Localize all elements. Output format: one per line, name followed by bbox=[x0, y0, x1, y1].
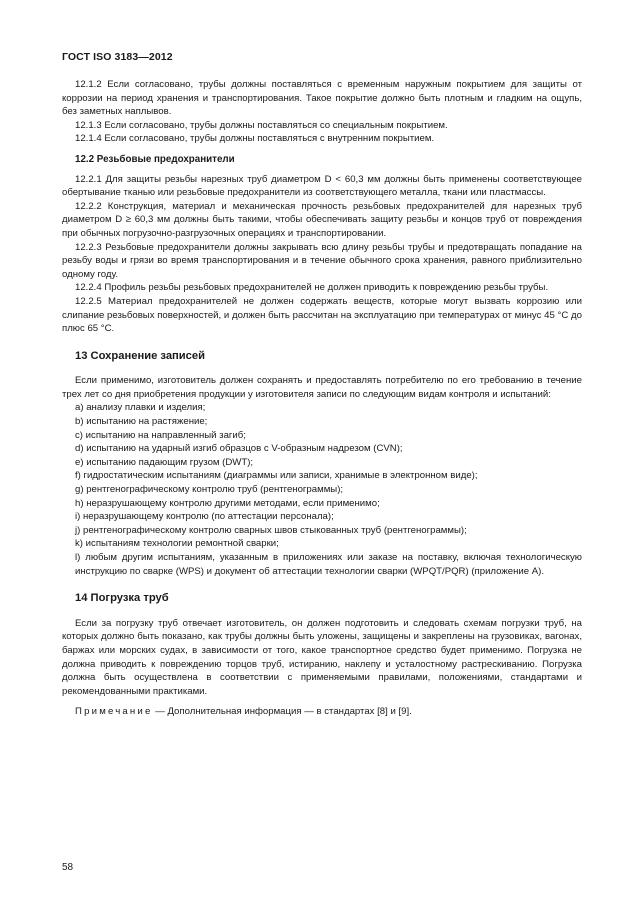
paragraph-12-2-1: 12.2.1 Для защиты резьбы нарезных труб диаметром D < 60,3 мм должны быть применены соответствующее обертывание тканью или резьбовые предохранители из соответствующего металла, ткани или пластмассы. bbox=[62, 173, 582, 199]
page-number: 58 bbox=[62, 862, 74, 873]
paragraph-12-2-2: 12.2.2 Конструкция, материал и механическая прочность резьбовых предохранителей для нарезных труб диаметром D ≥ 60,3 мм должны быть такими, чтобы обеспечивать защиту резьбы и концов труб от повреждения при обычных погрузочно-разгрузочных операциях и транспортировании. bbox=[62, 200, 582, 239]
list-item: k) испытаниям технологии ремонтной сварки; bbox=[75, 538, 279, 550]
records-list bbox=[62, 401, 582, 578]
note-label: Примечание bbox=[75, 706, 153, 718]
paragraph-12-1-4: 12.1.4 Если согласовано, трубы должны поставляться с внутренним покрытием. bbox=[75, 133, 435, 145]
list-item: a) анализу плавки и изделия; bbox=[75, 402, 206, 414]
document-id-header: ГОСТ ISO 3183—2012 bbox=[62, 51, 173, 63]
document-body bbox=[62, 78, 582, 719]
paragraph-12-2-3: 12.2.3 Резьбовые предохранители должны закрывать всю длину резьбы трубы и предотвращать попадание на резьбу воды и грязи во время транспортирования и в течение обычного срока хранения, равного приблизительно одному году. bbox=[62, 241, 582, 280]
list-item: l) любым другим испытаниям, указанным в приложениях или заказе на поставку, включая технологическую инструкцию по сварке (WPS) и документ об аттестации технологии сварки (WPQT/PQR) (приложение А). bbox=[75, 552, 582, 577]
note bbox=[62, 705, 582, 719]
section-13-intro: Если применимо, изготовитель должен сохранять и предоставлять потребителю по его требованию в течение трех лет со дня приобретения продукции у изготовителя записи по следующим видам контроля и испытаний: bbox=[62, 375, 582, 400]
paragraph-12-2-4: 12.2.4 Профиль резьбы резьбовых предохранителей не должен приводить к повреждению резьбы трубы. bbox=[75, 282, 549, 294]
list-item: h) неразрушающему контролю другими методами, если применимо; bbox=[75, 497, 380, 509]
section-14-body: Если за погрузку труб отвечает изготовитель, он должен подготовить и следовать схемам погрузки труб, на которых должно быть показано, как трубы должны быть уложены, защищены и закреплены на грузовиках, вагонах, баржах или морских судах, в зависимости от того, какое транспортное средство будет применимо. Погрузка не должна приводить к повреждению торцов труб, истиранию, наклепу и усталостному растрескиванию. Погрузка должна быть осуществлена в соответствии с применяемыми правилами, положениями, стандартами и рекомендованными практиками. bbox=[62, 617, 582, 697]
paragraph-12-1-2: 12.1.2 Если согласовано, трубы должны поставляться с временным наружным покрытием для защиты от коррозии на период хранения и транспортирования. Такое покрытие должно быть плотным и гладким на ощупь, без заметных наплывов. bbox=[62, 79, 582, 118]
section-heading-14: 14 Погрузка труб bbox=[75, 592, 169, 605]
subsection-heading-12-2: 12.2 Резьбовые предохранители bbox=[75, 153, 235, 165]
section-heading-13: 13 Сохранение записей bbox=[75, 349, 205, 362]
paragraph-12-1-3: 12.1.3 Если согласовано, трубы должны поставляться со специальным покрытием. bbox=[75, 119, 448, 131]
list-item: d) испытанию на ударный изгиб образцов с V-образным надрезом (CVN); bbox=[75, 443, 403, 455]
list-item: c) испытанию на направленный загиб; bbox=[75, 429, 246, 441]
list-item: e) испытанию падающим грузом (DWT); bbox=[75, 456, 254, 468]
paragraph-12-2-5: 12.2.5 Материал предохранителей не должен содержать веществ, которые могут вызвать коррозию или слипание резьбовых поверхностей, и должен быть рассчитан на эксплуатацию при температурах от минус 45 °С до плюс 65 °С. bbox=[62, 295, 582, 335]
list-item: i) неразрушающему контролю (по аттестации персонала); bbox=[75, 511, 334, 523]
list-item: j) рентгенографическому контролю сварных швов стыкованных труб (рентгенограммы); bbox=[75, 524, 467, 536]
list-item: b) испытанию на растяжение; bbox=[75, 416, 208, 428]
list-item: f) гидростатическим испытаниям (диаграммы или записи, хранимые в электронном виде); bbox=[75, 470, 478, 482]
list-item: g) рентгенографическому контролю труб (рентгенограммы); bbox=[75, 484, 344, 496]
note-text: — Дополнительная информация — в стандартах [8] и [9]. bbox=[152, 706, 412, 718]
